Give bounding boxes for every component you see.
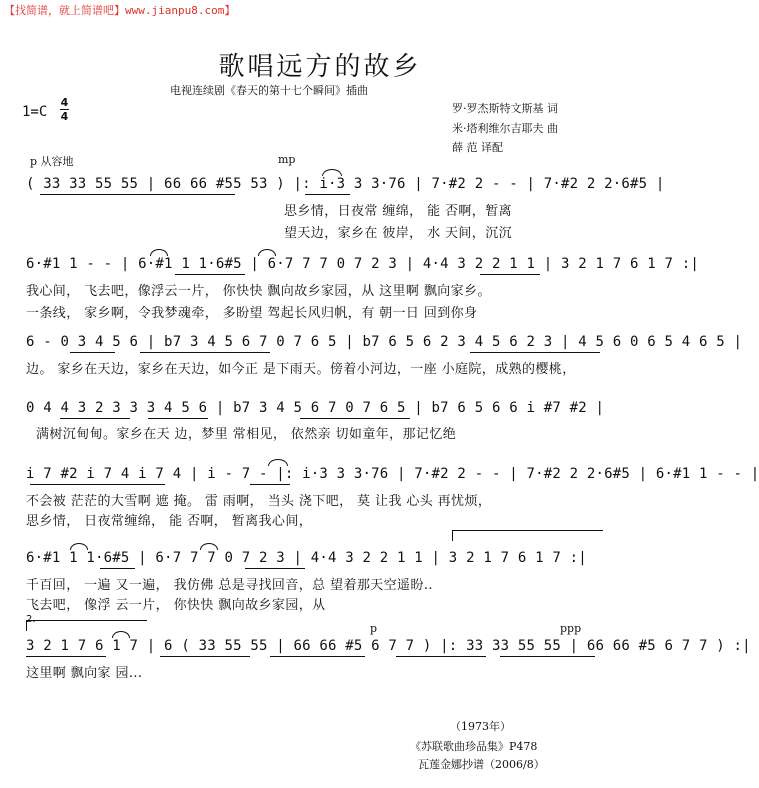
composer-credit: 米·塔利维尔吉耶夫 曲 xyxy=(452,122,558,135)
dynamic-ppp: ppp xyxy=(560,622,582,635)
lyrics-row-2-verse-1: 我心间， 飞去吧，像浮云一片， 你快快 飘向故乡家园，从 这里啊 飘向家乡。 xyxy=(26,284,491,299)
meter-top: 4 xyxy=(60,96,69,109)
footer-year: （1973年） xyxy=(450,720,511,733)
song-subtitle: 电视连续剧《春天的第十七个瞬间》插曲 xyxy=(170,84,368,97)
notation-row-3: 6 - 0 3 4 5 6 | b7 3 4 5 6 7 0 7 6 5 | b7 6 5 6 2 3 4 5 6 2 3 | 4 5 6 0 6 5 4 6 5 | xyxy=(26,334,743,350)
notation-row-5: i 7 #2 i 7 4 i 7 4 | i - 7 - |: i·3 3 3·76 | 7·#2 2 - - | 7·#2 2 2·6#5 | 6·#1 1 - - | xyxy=(26,466,759,482)
lyrics-row-1-verse-2: 望天边，家乡在 彼岸， 水 天间，沉沉 xyxy=(284,226,512,241)
footer-source: 《苏联歌曲珍品集》P478 xyxy=(410,740,538,753)
dynamic-mp: mp xyxy=(278,153,296,166)
lyrics-row-6-verse-2: 飞去吧， 像浮 云一片， 你快快 飘向故乡家园，从 xyxy=(26,598,326,613)
notation-row-7: 3 2 1 7 6 1 7 | 6 ( 33 55 55 | 66 66 #5 6 7 7 ) |: 33 33 55 55 | 66 66 #5 6 7 7 ) :| xyxy=(26,638,751,654)
lyrics-row-6-verse-1: 千百回， 一遍 又一遍， 我仿佛 总是寻找回音，总 望着那天空遥盼.. xyxy=(26,578,433,593)
footer-copyist: 瓦莲金娜抄谱（2006/8） xyxy=(418,758,545,771)
notation-row-1: ( 33 33 55 55 | 66 66 #55 53 ) |: i·3 3 3·76 | 7·#2 2 - - | 7·#2 2 2·6#5 | xyxy=(26,176,665,192)
meter-bottom: 4 xyxy=(60,110,69,123)
lyrics-row-1-verse-1: 思乡情，日夜常 缠绵， 能 否啊，暂离 xyxy=(284,204,512,219)
site-banner: 【找简谱，就上简谱吧】www.jianpu8.com】 xyxy=(4,4,236,17)
volta-2-marker: 2. xyxy=(26,614,36,625)
translator-credit: 薛 范 译配 xyxy=(452,141,503,154)
lyrics-row-5-verse-2: 思乡情， 日夜常缠绵， 能 否啊， 暂离我心间， xyxy=(26,514,313,529)
lyrics-row-4: 满树沉甸甸。家乡在天 边，梦里 常相见， 依然亲 切如童年，那记忆绝 xyxy=(36,427,457,442)
lyrics-row-3: 边。 家乡在天边，家乡在天边，如今正 是下雨天。傍着小河边，一座 小庭院，成熟的樱桃， xyxy=(26,362,576,377)
notation-row-2: 6·#1 1 - - | 6·#1 1 1·6#5 | 6·7 7 7 0 7 2 3 | 4·4 3 2 2 1 1 | 3 2 1 7 6 1 7 :| xyxy=(26,256,700,272)
lyrics-row-2-verse-2: 一条线， 家乡啊，令我梦魂牵， 多盼望 驾起长风归帆，有 朝一日 回到你身 xyxy=(26,306,478,321)
time-signature xyxy=(60,97,69,122)
notation-row-6: 6·#1 1 1·6#5 | 6·7 7 7 0 7 2 3 | 4·4 3 2 2 1 1 | 3 2 1 7 6 1 7 :| xyxy=(26,550,587,566)
lyrics-row-7: 这里啊 飘向家 园... xyxy=(26,666,143,681)
notation-row-4: 0 4 4 3 2 3 3 3 4 5 6 | b7 3 4 5 6 7 0 7 6 5 | b7 6 5 6 6 i #7 #2 | xyxy=(26,400,605,416)
song-title: 歌唱远方的故乡 xyxy=(218,52,422,82)
dynamic-p: p xyxy=(370,622,378,635)
lyricist-credit: 罗·罗杰斯特文斯基 词 xyxy=(452,102,558,115)
key-signature: 1=C xyxy=(22,104,48,120)
lyrics-row-5-verse-1: 不会被 茫茫的大雪啊 遮 掩。 雷 雨啊， 当头 浇下吧， 莫 让我 心头 再忧烦， xyxy=(26,494,492,509)
dynamic-intro: p 从容地 xyxy=(30,155,74,168)
